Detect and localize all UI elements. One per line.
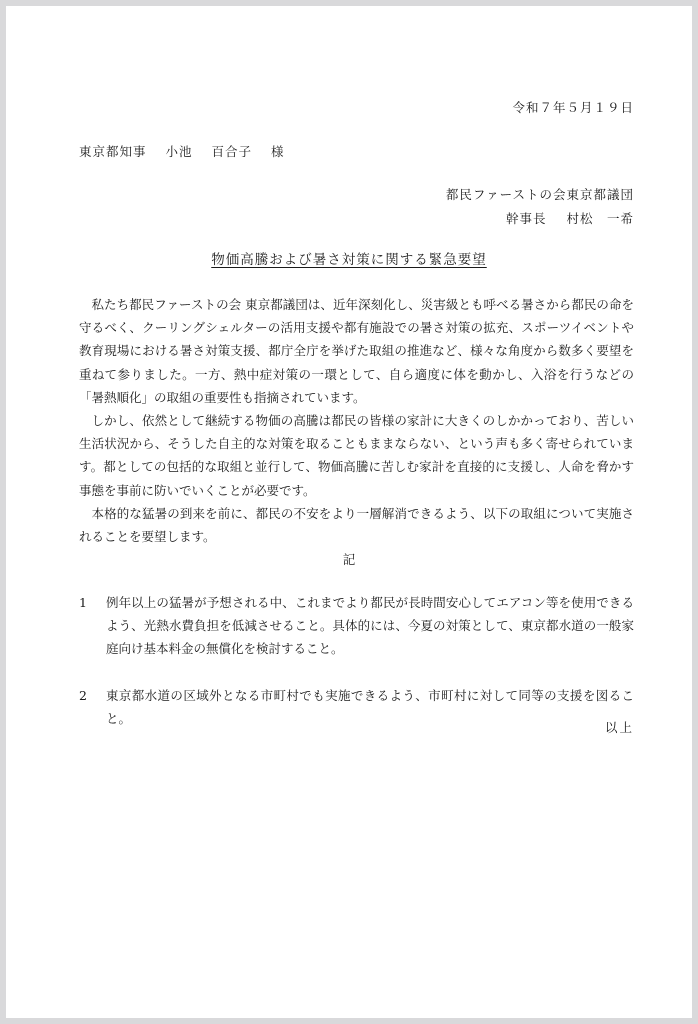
document-title-text: 物価高騰および暑さ対策に関する緊急要望: [211, 252, 487, 268]
request-item-number: 1: [79, 595, 87, 610]
request-item: [79, 684, 634, 730]
addressee: [79, 142, 299, 160]
sender: [446, 183, 634, 231]
closing-mark: 以上: [604, 720, 634, 735]
body-paragraph: 本格的な猛暑の到来を前に、都民の不安をより一層解消できるよう、以下の取組について実施されることを要望します。: [79, 505, 634, 545]
sender-name: 村松 一希: [566, 211, 634, 226]
body-paragraph: 私たち都民ファーストの会 東京都議団は、近年深刻化し、災害級とも呼べる暑さから都民の命を守るべく、クーリングシェルターの活用支援や都有施設での暑さ対策の拡充、スポーツイベントや教育現場における暑さ対策支援、都庁全庁を挙げた取組の推進など、様々な角度から数多く要望を重ねて参りました。一方、熱中症対策の一環として、自ら適度に体を動かし、入浴を行うなどの「暑熱順化」の取組の重要性も指摘されています。: [79, 297, 634, 405]
request-item-text: 例年以上の猛暑が予想される中、これまでより都民が長時間安心してエアコン等を使用できるよう、光熱水費負担を低減させること。具体的には、今夏の対策として、東京都水道の一般家庭向け基本料金の無償化を検討すること。: [106, 595, 634, 657]
request-item: [79, 591, 634, 661]
request-item-number: 2: [79, 687, 87, 703]
sender-organization: 都民ファーストの会東京都議団: [445, 187, 634, 202]
document-page: [6, 6, 692, 1018]
document-date: 令和７年５月１９日: [512, 100, 634, 115]
ki-heading: 記: [342, 552, 356, 567]
addressee-title: 東京都知事: [79, 144, 147, 159]
sender-position: 幹事長: [505, 211, 547, 226]
document-title: [6, 248, 692, 268]
addressee-surname: 小池: [165, 144, 193, 159]
request-item-text: 東京都水道の区域外となる市町村でも実施できるよう、市町村に対して同等の支援を図ること。: [106, 687, 634, 726]
document-body: [79, 293, 634, 548]
addressee-given-name: 百合子: [211, 144, 253, 159]
sender-signature: [446, 207, 634, 231]
body-paragraph: しかし、依然として継続する物価の高騰は都民の皆様の家計に大きくのしかかっており、苦しい生活状況から、そうした自主的な対策を取ることもままならない、という声も多く寄せられています。都としての包括的な取組と並行して、物価高騰に苦しむ家計を直接的に支援し、人命を脅かす事態を事前に防いでいくことが必要です。: [79, 413, 634, 498]
request-items: [79, 591, 634, 753]
addressee-honorific: 様: [271, 144, 285, 159]
